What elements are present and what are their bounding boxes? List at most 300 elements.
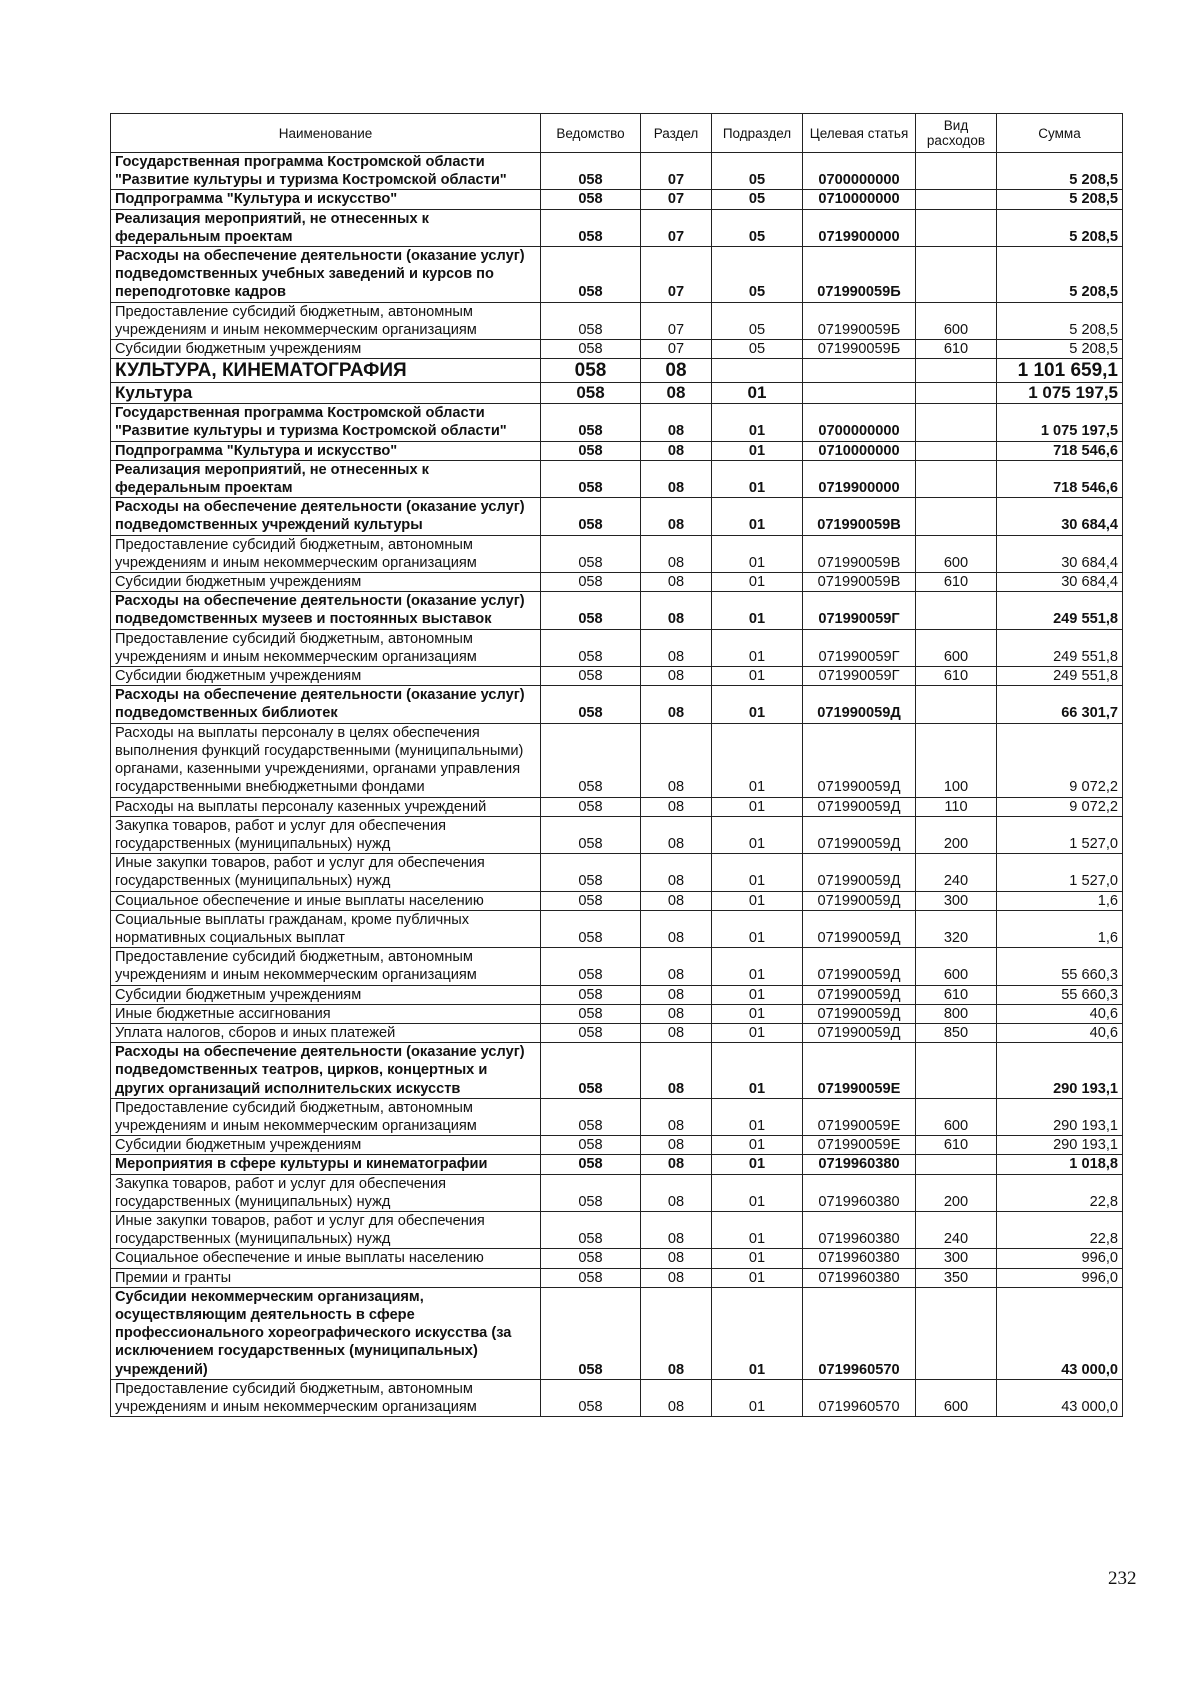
table-row — [111, 460, 1123, 497]
row-celevaya-statya: 071990059Е — [803, 1043, 916, 1099]
row-razdel: 08 — [641, 629, 712, 666]
header-summa: Сумма — [997, 114, 1123, 153]
row-name: Субсидии бюджетным учреждениям — [111, 667, 541, 686]
row-celevaya-statya: 071990059Д — [803, 1023, 916, 1042]
table-row — [111, 1379, 1123, 1416]
row-razdel: 08 — [641, 723, 712, 797]
table-row — [111, 247, 1123, 303]
row-podrazdel: 01 — [712, 948, 803, 985]
table-row — [111, 1287, 1123, 1379]
row-podrazdel: 01 — [712, 535, 803, 572]
row-name: Предоставление субсидий бюджетным, автономным учреждениям и иным некоммерческим организациям — [111, 535, 541, 572]
row-razdel: 08 — [641, 573, 712, 592]
row-vedomstvo: 058 — [541, 1379, 641, 1416]
row-vid-rashodov: 850 — [916, 1023, 997, 1042]
row-podrazdel: 01 — [712, 1174, 803, 1211]
table-row — [111, 1249, 1123, 1268]
table-row — [111, 891, 1123, 910]
row-celevaya-statya: 071990059Д — [803, 816, 916, 853]
row-vid-rashodov: 200 — [916, 816, 997, 853]
row-podrazdel: 01 — [712, 498, 803, 535]
row-vedomstvo: 058 — [541, 816, 641, 853]
row-celevaya-statya: 071990059Б — [803, 247, 916, 303]
row-name: Субсидии бюджетным учреждениям — [111, 573, 541, 592]
row-razdel: 07 — [641, 340, 712, 359]
row-razdel: 08 — [641, 1249, 712, 1268]
row-name: Уплата налогов, сборов и иных платежей — [111, 1023, 541, 1042]
row-podrazdel: 01 — [712, 854, 803, 891]
row-podrazdel: 01 — [712, 573, 803, 592]
row-podrazdel: 05 — [712, 247, 803, 303]
row-summa: 1 075 197,5 — [997, 383, 1123, 404]
row-celevaya-statya: 0719900000 — [803, 209, 916, 246]
row-razdel: 07 — [641, 247, 712, 303]
row-vid-rashodov: 800 — [916, 1004, 997, 1023]
table-row — [111, 797, 1123, 816]
row-summa: 30 684,4 — [997, 573, 1123, 592]
row-vedomstvo: 058 — [541, 1287, 641, 1379]
row-podrazdel: 01 — [712, 1004, 803, 1023]
row-razdel: 08 — [641, 383, 712, 404]
row-celevaya-statya: 071990059Д — [803, 910, 916, 947]
row-vedomstvo: 058 — [541, 1155, 641, 1174]
row-podrazdel: 01 — [712, 797, 803, 816]
row-vid-rashodov: 600 — [916, 948, 997, 985]
header-podrazdel: Подраздел — [712, 114, 803, 153]
row-name: Расходы на обеспечение деятельности (оказание услуг) подведомственных учреждений культуры — [111, 498, 541, 535]
table-row — [111, 535, 1123, 572]
row-razdel: 08 — [641, 404, 712, 441]
table-row — [111, 1043, 1123, 1099]
row-vedomstvo: 058 — [541, 535, 641, 572]
row-celevaya-statya: 0700000000 — [803, 404, 916, 441]
row-summa: 1 018,8 — [997, 1155, 1123, 1174]
row-podrazdel: 01 — [712, 460, 803, 497]
row-razdel: 08 — [641, 1379, 712, 1416]
row-vedomstvo: 058 — [541, 592, 641, 629]
row-vid-rashodov: 350 — [916, 1268, 997, 1287]
row-razdel: 08 — [641, 910, 712, 947]
row-summa: 5 208,5 — [997, 190, 1123, 209]
row-razdel: 08 — [641, 359, 712, 383]
row-vedomstvo: 058 — [541, 153, 641, 190]
row-vid-rashodov: 320 — [916, 910, 997, 947]
row-vedomstvo: 058 — [541, 1174, 641, 1211]
row-summa: 5 208,5 — [997, 247, 1123, 303]
row-celevaya-statya: 071990059Е — [803, 1098, 916, 1135]
header-vid-rashodov: Вид расходов — [916, 114, 997, 153]
row-vid-rashodov — [916, 383, 997, 404]
row-name: КУЛЬТУРА, КИНЕМАТОГРАФИЯ — [111, 359, 541, 383]
row-podrazdel: 05 — [712, 153, 803, 190]
row-razdel: 07 — [641, 209, 712, 246]
row-podrazdel: 01 — [712, 1155, 803, 1174]
row-razdel: 08 — [641, 891, 712, 910]
row-razdel: 07 — [641, 302, 712, 339]
table-row — [111, 948, 1123, 985]
row-razdel: 08 — [641, 854, 712, 891]
row-podrazdel: 01 — [712, 1136, 803, 1155]
row-razdel: 08 — [641, 1174, 712, 1211]
table-row — [111, 441, 1123, 460]
row-razdel: 08 — [641, 948, 712, 985]
row-summa: 22,8 — [997, 1174, 1123, 1211]
row-podrazdel: 01 — [712, 667, 803, 686]
row-podrazdel: 01 — [712, 910, 803, 947]
row-summa: 290 193,1 — [997, 1098, 1123, 1135]
row-summa: 249 551,8 — [997, 667, 1123, 686]
row-podrazdel: 01 — [712, 404, 803, 441]
row-summa: 718 546,6 — [997, 441, 1123, 460]
row-summa: 55 660,3 — [997, 985, 1123, 1004]
row-podrazdel: 01 — [712, 383, 803, 404]
row-vedomstvo: 058 — [541, 441, 641, 460]
row-vid-rashodov — [916, 247, 997, 303]
table-row — [111, 910, 1123, 947]
row-vid-rashodov: 600 — [916, 535, 997, 572]
row-summa: 30 684,4 — [997, 535, 1123, 572]
table-row — [111, 723, 1123, 797]
row-vid-rashodov: 240 — [916, 854, 997, 891]
row-summa: 5 208,5 — [997, 209, 1123, 246]
row-vid-rashodov — [916, 1155, 997, 1174]
row-vid-rashodov — [916, 460, 997, 497]
row-vid-rashodov: 610 — [916, 573, 997, 592]
row-celevaya-statya: 071990059В — [803, 498, 916, 535]
row-celevaya-statya: 0719960380 — [803, 1174, 916, 1211]
row-celevaya-statya: 071990059В — [803, 535, 916, 572]
row-name: Субсидии бюджетным учреждениям — [111, 340, 541, 359]
table-row — [111, 1004, 1123, 1023]
table-row — [111, 592, 1123, 629]
row-celevaya-statya: 0719960380 — [803, 1211, 916, 1248]
row-name: Социальные выплаты гражданам, кроме публичных нормативных социальных выплат — [111, 910, 541, 947]
row-razdel: 08 — [641, 667, 712, 686]
table-row — [111, 498, 1123, 535]
row-razdel: 08 — [641, 535, 712, 572]
header-name: Наименование — [111, 114, 541, 153]
table-row — [111, 359, 1123, 383]
row-podrazdel: 01 — [712, 1249, 803, 1268]
row-podrazdel: 01 — [712, 592, 803, 629]
row-summa: 66 301,7 — [997, 686, 1123, 723]
row-celevaya-statya: 071990059Е — [803, 1136, 916, 1155]
row-vedomstvo: 058 — [541, 985, 641, 1004]
row-vedomstvo: 058 — [541, 891, 641, 910]
row-name: Субсидии бюджетным учреждениям — [111, 1136, 541, 1155]
row-summa: 996,0 — [997, 1249, 1123, 1268]
row-podrazdel: 05 — [712, 340, 803, 359]
row-vedomstvo: 058 — [541, 1023, 641, 1042]
row-razdel: 08 — [641, 441, 712, 460]
row-name: Предоставление субсидий бюджетным, автономным учреждениям и иным некоммерческим организациям — [111, 1379, 541, 1416]
table-row — [111, 816, 1123, 853]
row-summa: 22,8 — [997, 1211, 1123, 1248]
row-summa: 996,0 — [997, 1268, 1123, 1287]
table-row — [111, 985, 1123, 1004]
row-name: Расходы на выплаты персоналу в целях обеспечения выполнения функций государственными (муниципальными) органами, казенными учреждениями, органами управления государственными внебюджетными фондами — [111, 723, 541, 797]
row-name: Подпрограмма "Культура и искусство" — [111, 190, 541, 209]
row-vedomstvo: 058 — [541, 190, 641, 209]
row-celevaya-statya — [803, 359, 916, 383]
row-podrazdel: 01 — [712, 629, 803, 666]
row-summa: 290 193,1 — [997, 1043, 1123, 1099]
row-vid-rashodov: 240 — [916, 1211, 997, 1248]
row-summa: 9 072,2 — [997, 723, 1123, 797]
header-celevaya-statya: Целевая статья — [803, 114, 916, 153]
row-summa: 5 208,5 — [997, 340, 1123, 359]
table-row — [111, 302, 1123, 339]
table-row — [111, 1098, 1123, 1135]
row-podrazdel: 01 — [712, 1023, 803, 1042]
table-row — [111, 667, 1123, 686]
row-podrazdel: 01 — [712, 816, 803, 853]
row-summa: 40,6 — [997, 1004, 1123, 1023]
table-row — [111, 190, 1123, 209]
row-celevaya-statya: 0719900000 — [803, 460, 916, 497]
row-podrazdel: 05 — [712, 190, 803, 209]
row-vedomstvo: 058 — [541, 573, 641, 592]
row-podrazdel: 05 — [712, 302, 803, 339]
row-summa: 290 193,1 — [997, 1136, 1123, 1155]
row-razdel: 08 — [641, 1155, 712, 1174]
row-summa: 40,6 — [997, 1023, 1123, 1042]
row-razdel: 07 — [641, 190, 712, 209]
row-podrazdel: 01 — [712, 723, 803, 797]
row-vedomstvo: 058 — [541, 797, 641, 816]
row-name: Закупка товаров, работ и услуг для обеспечения государственных (муниципальных) нужд — [111, 816, 541, 853]
row-name: Расходы на обеспечение деятельности (оказание услуг) подведомственных театров, цирков, концертных и других организаций исполнительских искусств — [111, 1043, 541, 1099]
row-celevaya-statya: 071990059Д — [803, 854, 916, 891]
row-name: Социальное обеспечение и иные выплаты населению — [111, 891, 541, 910]
row-celevaya-statya: 071990059Д — [803, 891, 916, 910]
row-vid-rashodov: 600 — [916, 629, 997, 666]
row-vid-rashodov: 100 — [916, 723, 997, 797]
table-row — [111, 573, 1123, 592]
row-name: Иные бюджетные ассигнования — [111, 1004, 541, 1023]
row-celevaya-statya: 0719960570 — [803, 1287, 916, 1379]
row-celevaya-statya: 071990059Б — [803, 340, 916, 359]
row-vedomstvo: 058 — [541, 209, 641, 246]
row-vedomstvo: 058 — [541, 302, 641, 339]
row-summa: 1,6 — [997, 910, 1123, 947]
row-vid-rashodov — [916, 686, 997, 723]
row-name: Иные закупки товаров, работ и услуг для обеспечения государственных (муниципальных) нужд — [111, 854, 541, 891]
row-vedomstvo: 058 — [541, 686, 641, 723]
row-name: Предоставление субсидий бюджетным, автономным учреждениям и иным некоммерческим организациям — [111, 1098, 541, 1135]
row-summa: 5 208,5 — [997, 153, 1123, 190]
row-vid-rashodov — [916, 1043, 997, 1099]
row-razdel: 08 — [641, 1287, 712, 1379]
row-vedomstvo: 058 — [541, 667, 641, 686]
table-row — [111, 153, 1123, 190]
row-vedomstvo: 058 — [541, 247, 641, 303]
row-podrazdel: 01 — [712, 1098, 803, 1135]
row-razdel: 08 — [641, 1004, 712, 1023]
budget-table — [110, 113, 1123, 1417]
row-podrazdel: 01 — [712, 1268, 803, 1287]
row-celevaya-statya: 071990059Д — [803, 723, 916, 797]
row-name: Государственная программа Костромской области "Развитие культуры и туризма Костромской области" — [111, 404, 541, 441]
row-vedomstvo: 058 — [541, 460, 641, 497]
row-celevaya-statya: 0719960380 — [803, 1268, 916, 1287]
row-vedomstvo: 058 — [541, 854, 641, 891]
row-celevaya-statya: 0719960570 — [803, 1379, 916, 1416]
row-vid-rashodov: 110 — [916, 797, 997, 816]
row-summa: 249 551,8 — [997, 592, 1123, 629]
row-name: Расходы на обеспечение деятельности (оказание услуг) подведомственных музеев и постоянных выставок — [111, 592, 541, 629]
row-name: Культура — [111, 383, 541, 404]
row-summa: 718 546,6 — [997, 460, 1123, 497]
row-celevaya-statya: 0710000000 — [803, 190, 916, 209]
row-vid-rashodov: 610 — [916, 667, 997, 686]
row-razdel: 08 — [641, 985, 712, 1004]
row-vid-rashodov: 300 — [916, 891, 997, 910]
table-body — [111, 153, 1123, 1417]
row-razdel: 08 — [641, 1023, 712, 1042]
table-row — [111, 1268, 1123, 1287]
row-name: Государственная программа Костромской области "Развитие культуры и туризма Костромской области" — [111, 153, 541, 190]
row-celevaya-statya: 0719960380 — [803, 1249, 916, 1268]
row-podrazdel: 01 — [712, 1379, 803, 1416]
row-vedomstvo: 058 — [541, 1211, 641, 1248]
row-podrazdel: 01 — [712, 1211, 803, 1248]
row-vid-rashodov: 200 — [916, 1174, 997, 1211]
row-name: Субсидии бюджетным учреждениям — [111, 985, 541, 1004]
row-vedomstvo: 058 — [541, 359, 641, 383]
row-summa: 1 527,0 — [997, 816, 1123, 853]
row-vedomstvo: 058 — [541, 948, 641, 985]
table-row — [111, 686, 1123, 723]
row-podrazdel — [712, 359, 803, 383]
row-razdel: 08 — [641, 592, 712, 629]
row-vid-rashodov — [916, 498, 997, 535]
row-podrazdel: 01 — [712, 1043, 803, 1099]
row-name: Подпрограмма "Культура и искусство" — [111, 441, 541, 460]
row-vedomstvo: 058 — [541, 1136, 641, 1155]
row-name: Предоставление субсидий бюджетным, автономным учреждениям и иным некоммерческим организациям — [111, 302, 541, 339]
row-celevaya-statya: 0719960380 — [803, 1155, 916, 1174]
row-vedomstvo: 058 — [541, 1043, 641, 1099]
row-vid-rashodov — [916, 441, 997, 460]
row-vedomstvo: 058 — [541, 383, 641, 404]
row-vid-rashodov: 600 — [916, 1098, 997, 1135]
row-celevaya-statya: 071990059Г — [803, 667, 916, 686]
row-celevaya-statya: 071990059Д — [803, 686, 916, 723]
table-row — [111, 209, 1123, 246]
row-name: Реализация мероприятий, не отнесенных к федеральным проектам — [111, 460, 541, 497]
header-razdel: Раздел — [641, 114, 712, 153]
row-vid-rashodov — [916, 359, 997, 383]
row-vid-rashodov — [916, 404, 997, 441]
row-summa: 1 527,0 — [997, 854, 1123, 891]
row-razdel: 08 — [641, 460, 712, 497]
row-podrazdel: 05 — [712, 209, 803, 246]
table-row — [111, 404, 1123, 441]
row-razdel: 08 — [641, 1268, 712, 1287]
row-vedomstvo: 058 — [541, 723, 641, 797]
row-podrazdel: 01 — [712, 441, 803, 460]
table-row — [111, 1023, 1123, 1042]
row-vid-rashodov — [916, 190, 997, 209]
row-vedomstvo: 058 — [541, 910, 641, 947]
row-name: Премии и гранты — [111, 1268, 541, 1287]
page-number: 232 — [1108, 1568, 1137, 1589]
header-vedomstvo: Ведомство — [541, 114, 641, 153]
row-celevaya-statya — [803, 383, 916, 404]
row-celevaya-statya: 0700000000 — [803, 153, 916, 190]
row-vid-rashodov: 610 — [916, 340, 997, 359]
row-celevaya-statya: 0710000000 — [803, 441, 916, 460]
row-summa: 43 000,0 — [997, 1379, 1123, 1416]
row-razdel: 08 — [641, 1211, 712, 1248]
row-vid-rashodov: 600 — [916, 302, 997, 339]
row-name: Расходы на обеспечение деятельности (оказание услуг) подведомственных учебных заведений и курсов по переподготовке кадров — [111, 247, 541, 303]
row-vedomstvo: 058 — [541, 404, 641, 441]
row-celevaya-statya: 071990059Г — [803, 629, 916, 666]
row-vid-rashodov: 600 — [916, 1379, 997, 1416]
table-row — [111, 1174, 1123, 1211]
row-summa: 43 000,0 — [997, 1287, 1123, 1379]
row-summa: 30 684,4 — [997, 498, 1123, 535]
row-vid-rashodov: 300 — [916, 1249, 997, 1268]
row-name: Мероприятия в сфере культуры и кинематографии — [111, 1155, 541, 1174]
row-celevaya-statya: 071990059Г — [803, 592, 916, 629]
row-vid-rashodov — [916, 592, 997, 629]
row-name: Предоставление субсидий бюджетным, автономным учреждениям и иным некоммерческим организациям — [111, 629, 541, 666]
row-vid-rashodov: 610 — [916, 1136, 997, 1155]
row-vid-rashodov — [916, 209, 997, 246]
row-celevaya-statya: 071990059Б — [803, 302, 916, 339]
row-podrazdel: 01 — [712, 891, 803, 910]
row-vedomstvo: 058 — [541, 1249, 641, 1268]
table-row — [111, 854, 1123, 891]
row-name: Расходы на выплаты персоналу казенных учреждений — [111, 797, 541, 816]
row-name: Реализация мероприятий, не отнесенных к федеральным проектам — [111, 209, 541, 246]
row-podrazdel: 01 — [712, 686, 803, 723]
row-name: Субсидии некоммерческим организациям, осуществляющим деятельность в сфере профессионального хореографического искусства (за исключением государственных (муниципальных) учреждений) — [111, 1287, 541, 1379]
row-summa: 5 208,5 — [997, 302, 1123, 339]
row-vedomstvo: 058 — [541, 340, 641, 359]
row-summa: 9 072,2 — [997, 797, 1123, 816]
table-header-row — [111, 114, 1123, 153]
row-name: Предоставление субсидий бюджетным, автономным учреждениям и иным некоммерческим организациям — [111, 948, 541, 985]
row-celevaya-statya: 071990059Д — [803, 1004, 916, 1023]
table-row — [111, 1136, 1123, 1155]
table-row — [111, 1155, 1123, 1174]
row-podrazdel: 01 — [712, 1287, 803, 1379]
row-razdel: 08 — [641, 816, 712, 853]
row-name: Расходы на обеспечение деятельности (оказание услуг) подведомственных библиотек — [111, 686, 541, 723]
row-vedomstvo: 058 — [541, 498, 641, 535]
row-razdel: 08 — [641, 498, 712, 535]
row-name: Иные закупки товаров, работ и услуг для обеспечения государственных (муниципальных) нужд — [111, 1211, 541, 1248]
row-razdel: 08 — [641, 1136, 712, 1155]
row-vid-rashodov: 610 — [916, 985, 997, 1004]
row-vedomstvo: 058 — [541, 1004, 641, 1023]
row-podrazdel: 01 — [712, 985, 803, 1004]
row-summa: 1 075 197,5 — [997, 404, 1123, 441]
row-celevaya-statya: 071990059В — [803, 573, 916, 592]
table-row — [111, 629, 1123, 666]
row-summa: 1 101 659,1 — [997, 359, 1123, 383]
row-summa: 249 551,8 — [997, 629, 1123, 666]
row-celevaya-statya: 071990059Д — [803, 948, 916, 985]
row-vedomstvo: 058 — [541, 1098, 641, 1135]
row-summa: 1,6 — [997, 891, 1123, 910]
table-row — [111, 383, 1123, 404]
row-vid-rashodov — [916, 153, 997, 190]
